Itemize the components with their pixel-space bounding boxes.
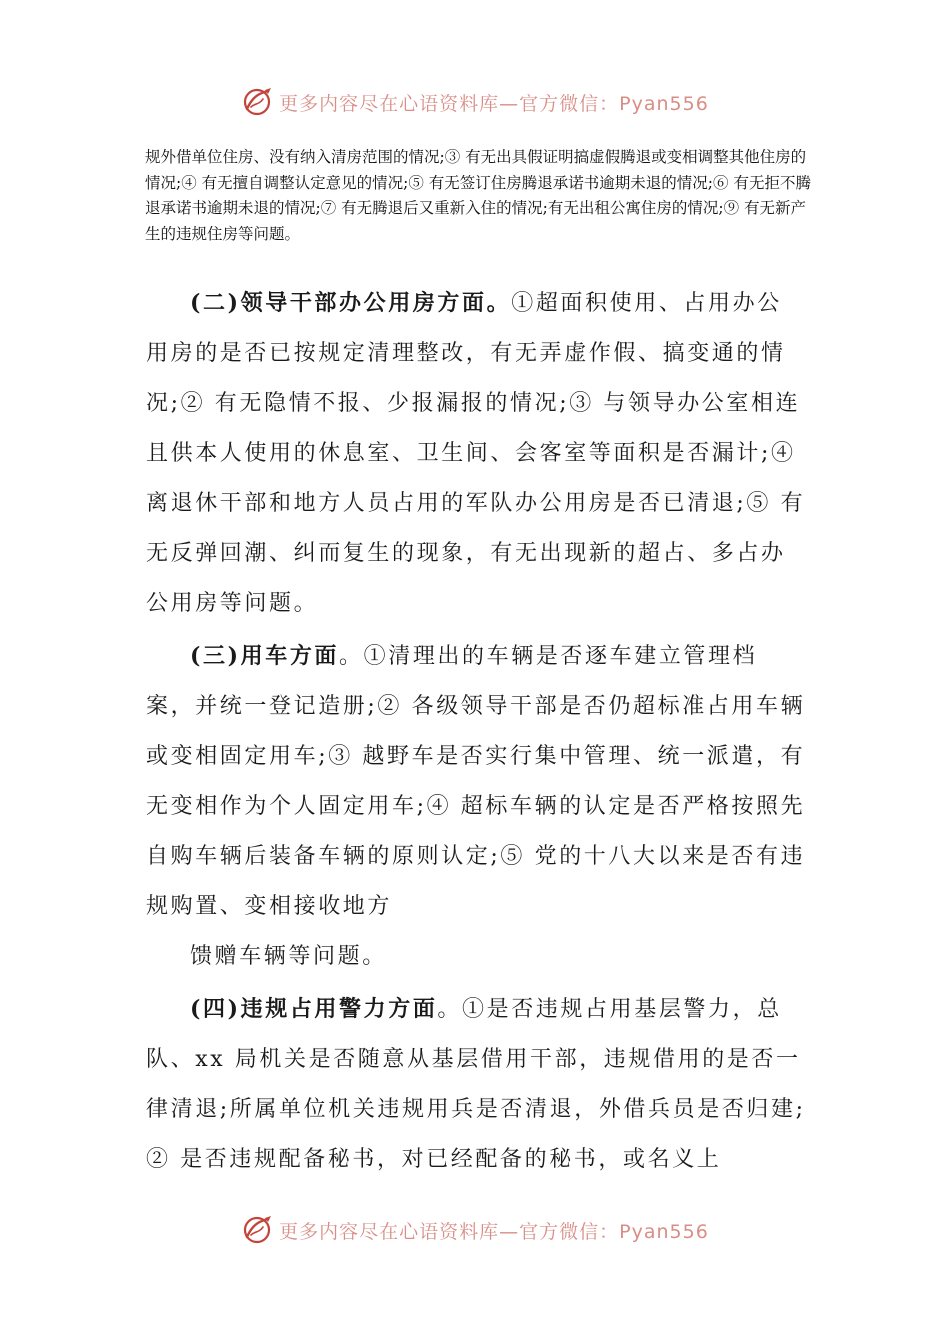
footer-watermark-text: 更多内容尽在心语资料库—官方微信：Pyan556 <box>279 1220 709 1243</box>
section-three-heading: (三)用车方面 <box>190 643 340 669</box>
section-two <box>146 278 806 629</box>
signature-pen-logo-icon <box>241 85 275 119</box>
section-two-body: ①超面积使用、占用办公用房的是否已按规定清理整改，有无弄虚作假、搞变通的情况;② 有无隐情不报、少报漏报的情况;③ 与领导办公室相连且供本人使用的休息室、卫生间、会客室等面积是否漏计;④ 离退休干部和地方人员占用的军队办公用房是否已清退;⑤ 有无反弹回潮、纠而复生的现象，有无出现新的超占、多占办公用房等问题。 <box>146 291 806 616</box>
signature-pen-logo-icon <box>241 1213 275 1247</box>
section-two-heading: (二)领导干部办公用房方面。 <box>190 290 512 316</box>
section-three-body: 。①清理出的车辆是否逐车建立管理档案，并统一登记造册;② 各级领导干部是否仍超标准占用车辆或变相固定用车;③ 越野车是否实行集中管理、统一派遣，有无变相作为个人固定用车;④ 超标车辆的认定是否严格按照先自购车辆后装备车辆的原则认定;⑤ 党的十八大以来是否有违规购置、变相接收地方 <box>146 644 806 919</box>
main-content <box>146 278 806 1185</box>
intro-text: 规外借单位住房、没有纳入清房范围的情况;③ 有无出具假证明搞虚假腾退或变相调整其他住房的情况;④ 有无擅自调整认定意见的情况;⑤ 有无签订住房腾退承诺书逾期未退的情况;⑥ 有无拒不腾退承诺书逾期未退的情况;⑦ 有无腾退后又重新入住的情况;有无出租公寓住房的情况;⑨ 有无新产生的违规住房等问题。 <box>145 148 811 243</box>
section-three <box>146 631 806 932</box>
header-watermark-text: 更多内容尽在心语资料库—官方微信：Pyan556 <box>279 92 709 115</box>
section-four-heading: (四)违规占用警力方面 <box>190 996 438 1022</box>
header-watermark <box>0 82 950 122</box>
section-four-body: 。①是否违规占用基层警力，总队、xx 局机关是否随意从基层借用干部，违规借用的是否一律清退;所属单位机关违规用兵是否清退，外借兵员是否归建;② 是否违规配备秘书，对已经配备的秘书，或名义上 <box>146 997 806 1172</box>
section-four <box>146 984 806 1185</box>
footer-watermark <box>0 1210 950 1250</box>
intro-paragraph <box>145 145 817 247</box>
section-three-continuation: 馈赠车辆等问题。 <box>190 944 387 969</box>
